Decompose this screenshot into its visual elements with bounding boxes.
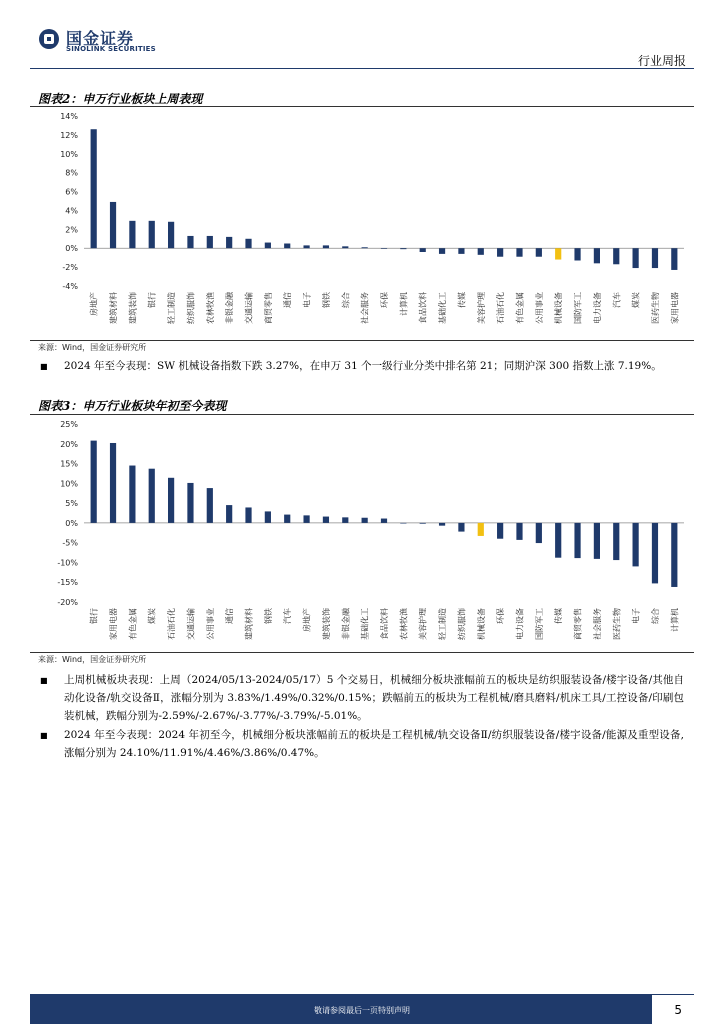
- bar: [129, 221, 135, 248]
- category-label: 环保: [380, 292, 389, 308]
- bar: [342, 517, 348, 523]
- bar: [497, 248, 503, 257]
- bar: [381, 519, 387, 523]
- bar: [342, 246, 348, 248]
- category-label: 轻工制造: [167, 292, 177, 324]
- weekly-performance-chart: [30, 108, 694, 338]
- category-label: 石油石化: [496, 292, 506, 324]
- bar: [458, 523, 464, 532]
- bar: [478, 248, 484, 255]
- ytd-performance-chart: [30, 416, 694, 650]
- bar: [652, 248, 658, 268]
- category-label: 非银金融: [225, 292, 235, 324]
- category-label: 机械设备: [554, 292, 564, 324]
- category-label: 传媒: [457, 292, 467, 308]
- doc-type-label: 行业周报: [637, 54, 686, 68]
- category-label: 电力设备: [592, 292, 602, 324]
- y-tick-label: -20%: [57, 598, 78, 607]
- category-label: 轻工制造: [438, 608, 448, 640]
- bar: [633, 523, 639, 567]
- figure-2-bottom-divider: [30, 340, 694, 341]
- y-tick-label: -4%: [62, 282, 78, 291]
- bar: [245, 239, 251, 248]
- bar: [303, 515, 309, 523]
- bar: [226, 237, 232, 248]
- category-label: 计算机: [399, 292, 409, 316]
- bar: [555, 248, 561, 259]
- category-label: 有色金属: [128, 608, 138, 640]
- category-label: 建筑材料: [244, 608, 254, 640]
- bar: [458, 248, 464, 254]
- bar: [555, 523, 561, 558]
- category-label: 煤炭: [147, 608, 157, 624]
- bar: [420, 523, 426, 524]
- bar: [613, 248, 619, 264]
- category-label: 农林牧渔: [399, 608, 409, 640]
- bar: [400, 248, 406, 249]
- page-number-box: [652, 994, 694, 1025]
- bar: [536, 248, 542, 257]
- y-tick-label: 10%: [60, 149, 78, 159]
- bar: [633, 248, 639, 268]
- disclaimer-link[interactable]: 敬请参阅最后一页特别声明: [314, 1006, 410, 1015]
- category-label: 美容护理: [476, 292, 486, 324]
- y-tick-label: 6%: [65, 187, 78, 197]
- category-label: 基础化工: [360, 608, 370, 640]
- bar: [594, 248, 600, 263]
- category-label: 家用电器: [670, 292, 680, 324]
- page-number: 5: [674, 1003, 682, 1017]
- bar: [671, 523, 677, 587]
- category-label: 建筑装饰: [128, 292, 138, 324]
- category-label: 食品饮料: [418, 292, 428, 324]
- category-label: 通信: [225, 608, 235, 624]
- category-label: 纺织服饰: [186, 292, 196, 324]
- bar: [265, 243, 271, 249]
- category-label: 石油石化: [167, 608, 177, 640]
- bar: [284, 244, 290, 249]
- category-label: 通信: [283, 292, 293, 308]
- bar: [574, 523, 580, 558]
- y-tick-label: 0%: [65, 244, 78, 254]
- category-label: 传媒: [554, 608, 564, 624]
- company-logo: [38, 26, 198, 56]
- category-label: 医药生物: [612, 608, 622, 640]
- category-label: 银行: [147, 292, 157, 308]
- bar: [574, 248, 580, 260]
- weekly-machinery-paragraph: 上周机械板块表现：上周（2024/05/13-2024/05/17）5 个交易日，机械细分板块涨幅前五的板块是纺织服装设备/楼宇设备/其他自动化设备/轨交设备Ⅱ，涨幅分别为 3.83%/1.49%/0.32%/0.15%；跌幅前五的板块为工程机械/磨具磨料/机床工具/工控设备/印刷包装机械，跌幅分别为-2.59%/-2.67%/-3.77%/-3.79%/-5.01%。: [64, 674, 684, 722]
- category-label: 家用电器: [109, 608, 119, 640]
- figure-2-source: 来源：Wind，国金证券研究所: [38, 343, 147, 352]
- category-label: 交通运输: [186, 608, 196, 640]
- category-label: 环保: [496, 608, 506, 624]
- figure-2-divider: [30, 106, 694, 107]
- bar: [362, 247, 368, 248]
- y-tick-label: 15%: [60, 459, 78, 469]
- bar: [110, 202, 116, 248]
- y-tick-label: 5%: [65, 499, 78, 509]
- bar: [594, 523, 600, 559]
- category-label: 建筑材料: [109, 292, 119, 324]
- category-label: 社会服务: [592, 608, 602, 640]
- bar: [439, 523, 445, 526]
- bar: [91, 441, 97, 523]
- bar: [613, 523, 619, 560]
- bar: [168, 222, 174, 248]
- y-tick-label: -10%: [57, 558, 78, 568]
- category-label: 农林牧渔: [205, 292, 215, 324]
- bar: [652, 523, 658, 584]
- y-tick-label: 10%: [60, 479, 78, 489]
- y-tick-label: 4%: [65, 206, 78, 216]
- category-label: 综合: [341, 292, 351, 308]
- bar: [303, 245, 309, 248]
- logo-mark-icon: [38, 28, 60, 50]
- category-label: 食品饮料: [380, 608, 389, 640]
- category-label: 电子: [302, 292, 312, 308]
- category-label: 银行: [89, 608, 99, 624]
- y-tick-label: 20%: [60, 439, 78, 449]
- y-tick-label: 2%: [65, 225, 78, 235]
- category-label: 美容护理: [418, 608, 428, 640]
- category-label: 公用事业: [205, 608, 215, 640]
- bar: [245, 507, 251, 522]
- y-tick-label: 12%: [60, 130, 78, 140]
- y-tick-label: -15%: [57, 578, 78, 588]
- category-label: 商贸零售: [263, 292, 273, 324]
- bar: [420, 248, 426, 252]
- category-label: 商贸零售: [573, 608, 583, 640]
- category-label: 建筑装饰: [321, 608, 331, 640]
- category-label: 汽车: [283, 608, 293, 624]
- category-label: 交通运输: [244, 292, 254, 324]
- y-tick-label: 25%: [60, 420, 78, 429]
- ytd-machinery-paragraph: 2024 年至今表现：2024 年初至今，机械细分板块涨幅前五的板块是工程机械/轨交设备Ⅱ/纺织服装设备/楼宇设备/能源及重型设备,涨幅分别为 24.10%/11.91%/4.46%/3.86%/0.47%。: [64, 729, 684, 759]
- figure-2-title: 图表2：申万行业板块上周表现: [38, 92, 203, 106]
- category-label: 煤炭: [631, 292, 641, 308]
- company-name-en: SINOLINK SECURITIES: [66, 45, 156, 53]
- company-name-cn: 国金证券: [66, 29, 135, 48]
- category-label: 计算机: [670, 608, 680, 632]
- bar: [207, 488, 213, 523]
- bar: [497, 523, 503, 539]
- category-label: 钢铁: [263, 608, 273, 624]
- y-tick-label: 8%: [65, 168, 78, 178]
- bar: [400, 523, 406, 524]
- category-label: 国防军工: [534, 608, 544, 640]
- bar: [226, 505, 232, 523]
- bar: [91, 129, 97, 248]
- category-label: 社会服务: [360, 292, 370, 324]
- bar: [149, 469, 155, 523]
- figure-3-divider: [30, 414, 694, 415]
- category-label: 汽车: [612, 292, 622, 308]
- bar: [439, 248, 445, 254]
- bar: [516, 523, 522, 540]
- y-tick-label: 0%: [65, 518, 78, 528]
- figure-3-title: 图表3：申万行业板块年初至今表现: [38, 399, 227, 413]
- bar: [478, 523, 484, 536]
- category-label: 非银金融: [341, 608, 351, 640]
- bar: [187, 483, 193, 523]
- bar: [187, 236, 193, 248]
- category-label: 综合: [650, 608, 660, 624]
- category-label: 有色金属: [515, 292, 525, 325]
- y-tick-label: -5%: [62, 538, 78, 548]
- category-label: 纺织服饰: [457, 608, 467, 640]
- footer-bar: [30, 994, 694, 1024]
- category-label: 基础化工: [438, 292, 448, 324]
- category-label: 房地产: [89, 292, 99, 316]
- bar: [362, 518, 368, 523]
- bar: [671, 248, 677, 270]
- bullet-icon: ■: [40, 731, 48, 740]
- bullet-icon: ■: [40, 676, 48, 685]
- bar: [207, 236, 213, 248]
- category-label: 机械设备: [476, 608, 486, 640]
- category-label: 电力设备: [515, 608, 525, 640]
- header-divider: [30, 68, 694, 69]
- y-tick-label: -2%: [62, 263, 78, 273]
- bar: [110, 443, 116, 523]
- bullet-icon: ■: [40, 362, 48, 371]
- category-label: 医药生物: [650, 292, 660, 324]
- category-label: 国防军工: [573, 292, 583, 324]
- category-label: 房地产: [302, 608, 312, 632]
- bar: [284, 515, 290, 523]
- category-label: 公用事业: [534, 292, 544, 325]
- bar: [516, 248, 522, 257]
- bar: [129, 466, 135, 523]
- y-tick-label: 14%: [60, 112, 78, 121]
- category-label: 钢铁: [321, 292, 331, 308]
- bar: [536, 523, 542, 543]
- bar: [323, 245, 329, 248]
- bar: [323, 517, 329, 523]
- ytd-summary-paragraph: 2024 年至今表现：SW 机械设备指数下跌 3.27%，在申万 31 个一级行业分类中排名第 21；同期沪深 300 指数上涨 7.19%。: [64, 360, 662, 372]
- bar: [381, 248, 387, 249]
- bar: [168, 478, 174, 523]
- figure-3-bottom-divider: [30, 652, 694, 653]
- bar: [265, 511, 271, 522]
- bar: [149, 221, 155, 248]
- figure-3-source: 来源：Wind，国金证券研究所: [38, 655, 147, 664]
- category-label: 电子: [631, 608, 641, 624]
